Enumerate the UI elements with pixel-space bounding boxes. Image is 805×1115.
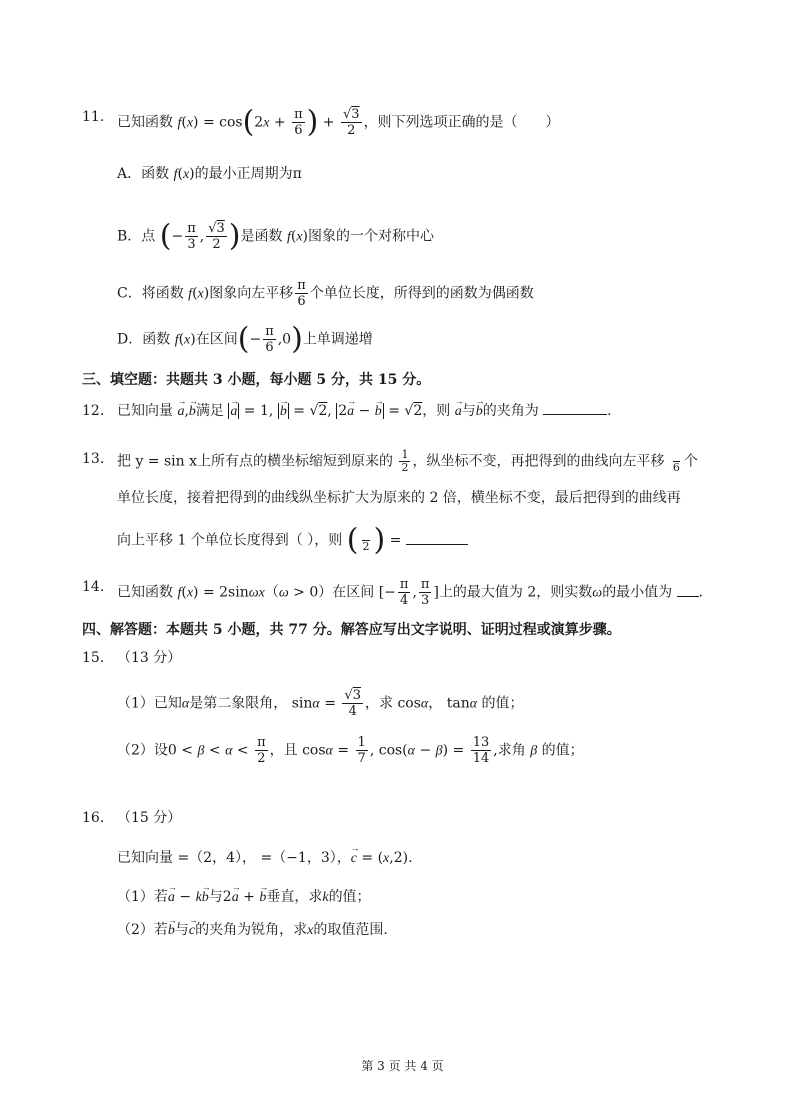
page-footer: 第 3 页 共 4 页 [361, 1059, 444, 1073]
exam-page: 11. 已知函数 f(x) = cos(2x + $\frac{\pi}{6}$ ) + $\frac{√3}{2}$ ，则下列选项正确的是（ ） A．函数 f(x)的最小正周期为π B．点 (− $\frac{\pi}{3}$ , $\frac{√3}{2}$ )是函数 f(x)图象的一个对称中心 C．将函数 f(x)图象向左平移 $\frac{\pi}{6}$ 个单位长度，所得到的函数为偶函数 D．函数 f(x)在区间(− $\frac{\pi}{6}$ ,0)上单调递增 三、填空题：共题共 3 小题，每小题 5 分，共 15 分。 12. 已知向量 → a,→ b满足 → a = 1, → b = √2, 2→ a − → b = √2，则 → a与→ b的夹角为 . 13. 把 y = sin x上所有点的横坐标缩短到原来的 $\frac{1}{2}$ ，纵坐标不变，再把得到的曲线向左平移 6 个 单位长度，接着把得到的曲线纵坐标扩大为原来的 2 倍，横坐标不变，最后把得到的曲线再 向上平移 1 个单位长度得到（ ），则 ( 2 ) = 14. 已知函数 f(x) = 2sinωx（ω > 0）在区间 [− $\frac{\pi}{4}$ , $\frac{\pi}{3}$ ]上的最大值为 2，则实数ω的最小值为 . 四、解答题：本题共 5 小题，共 77 分。解答应写出文字说明、证明过程或演算步骤。 15. （13 分） （1）已知α是第二象限角， sinα = $\frac{√3}{4}$ ，求 cosα， tanα 的值； （2）设0 < β < α < $\frac{\pi}{2}$ ，且 cosα = $\frac{1}{7}$ , cos(α − β) = $\frac{13}{14}$ ,求角 β 的值； 16. （15 分） 已知向量 =（2，4）， =（−1，3），→ c = (x,2). （1）若→ a − k→ b与2→ a + → b垂直，求k的值； （2）若→ b与→ c的夹角为锐角，求x的取值范围. 第 3 页 共 4 页 [0, 0, 805, 1115]
q12-answer-blank[interactable] [543, 414, 607, 415]
formula-f-x: f [177, 115, 182, 131]
frac-sqrt3-2: $\frac{√3}{2}$ [342, 107, 360, 138]
frac-pi-6: $\frac{\pi}{6}$ [294, 107, 303, 138]
q13-answer-blank[interactable] [406, 544, 468, 545]
q14-answer-blank[interactable] [677, 596, 699, 597]
